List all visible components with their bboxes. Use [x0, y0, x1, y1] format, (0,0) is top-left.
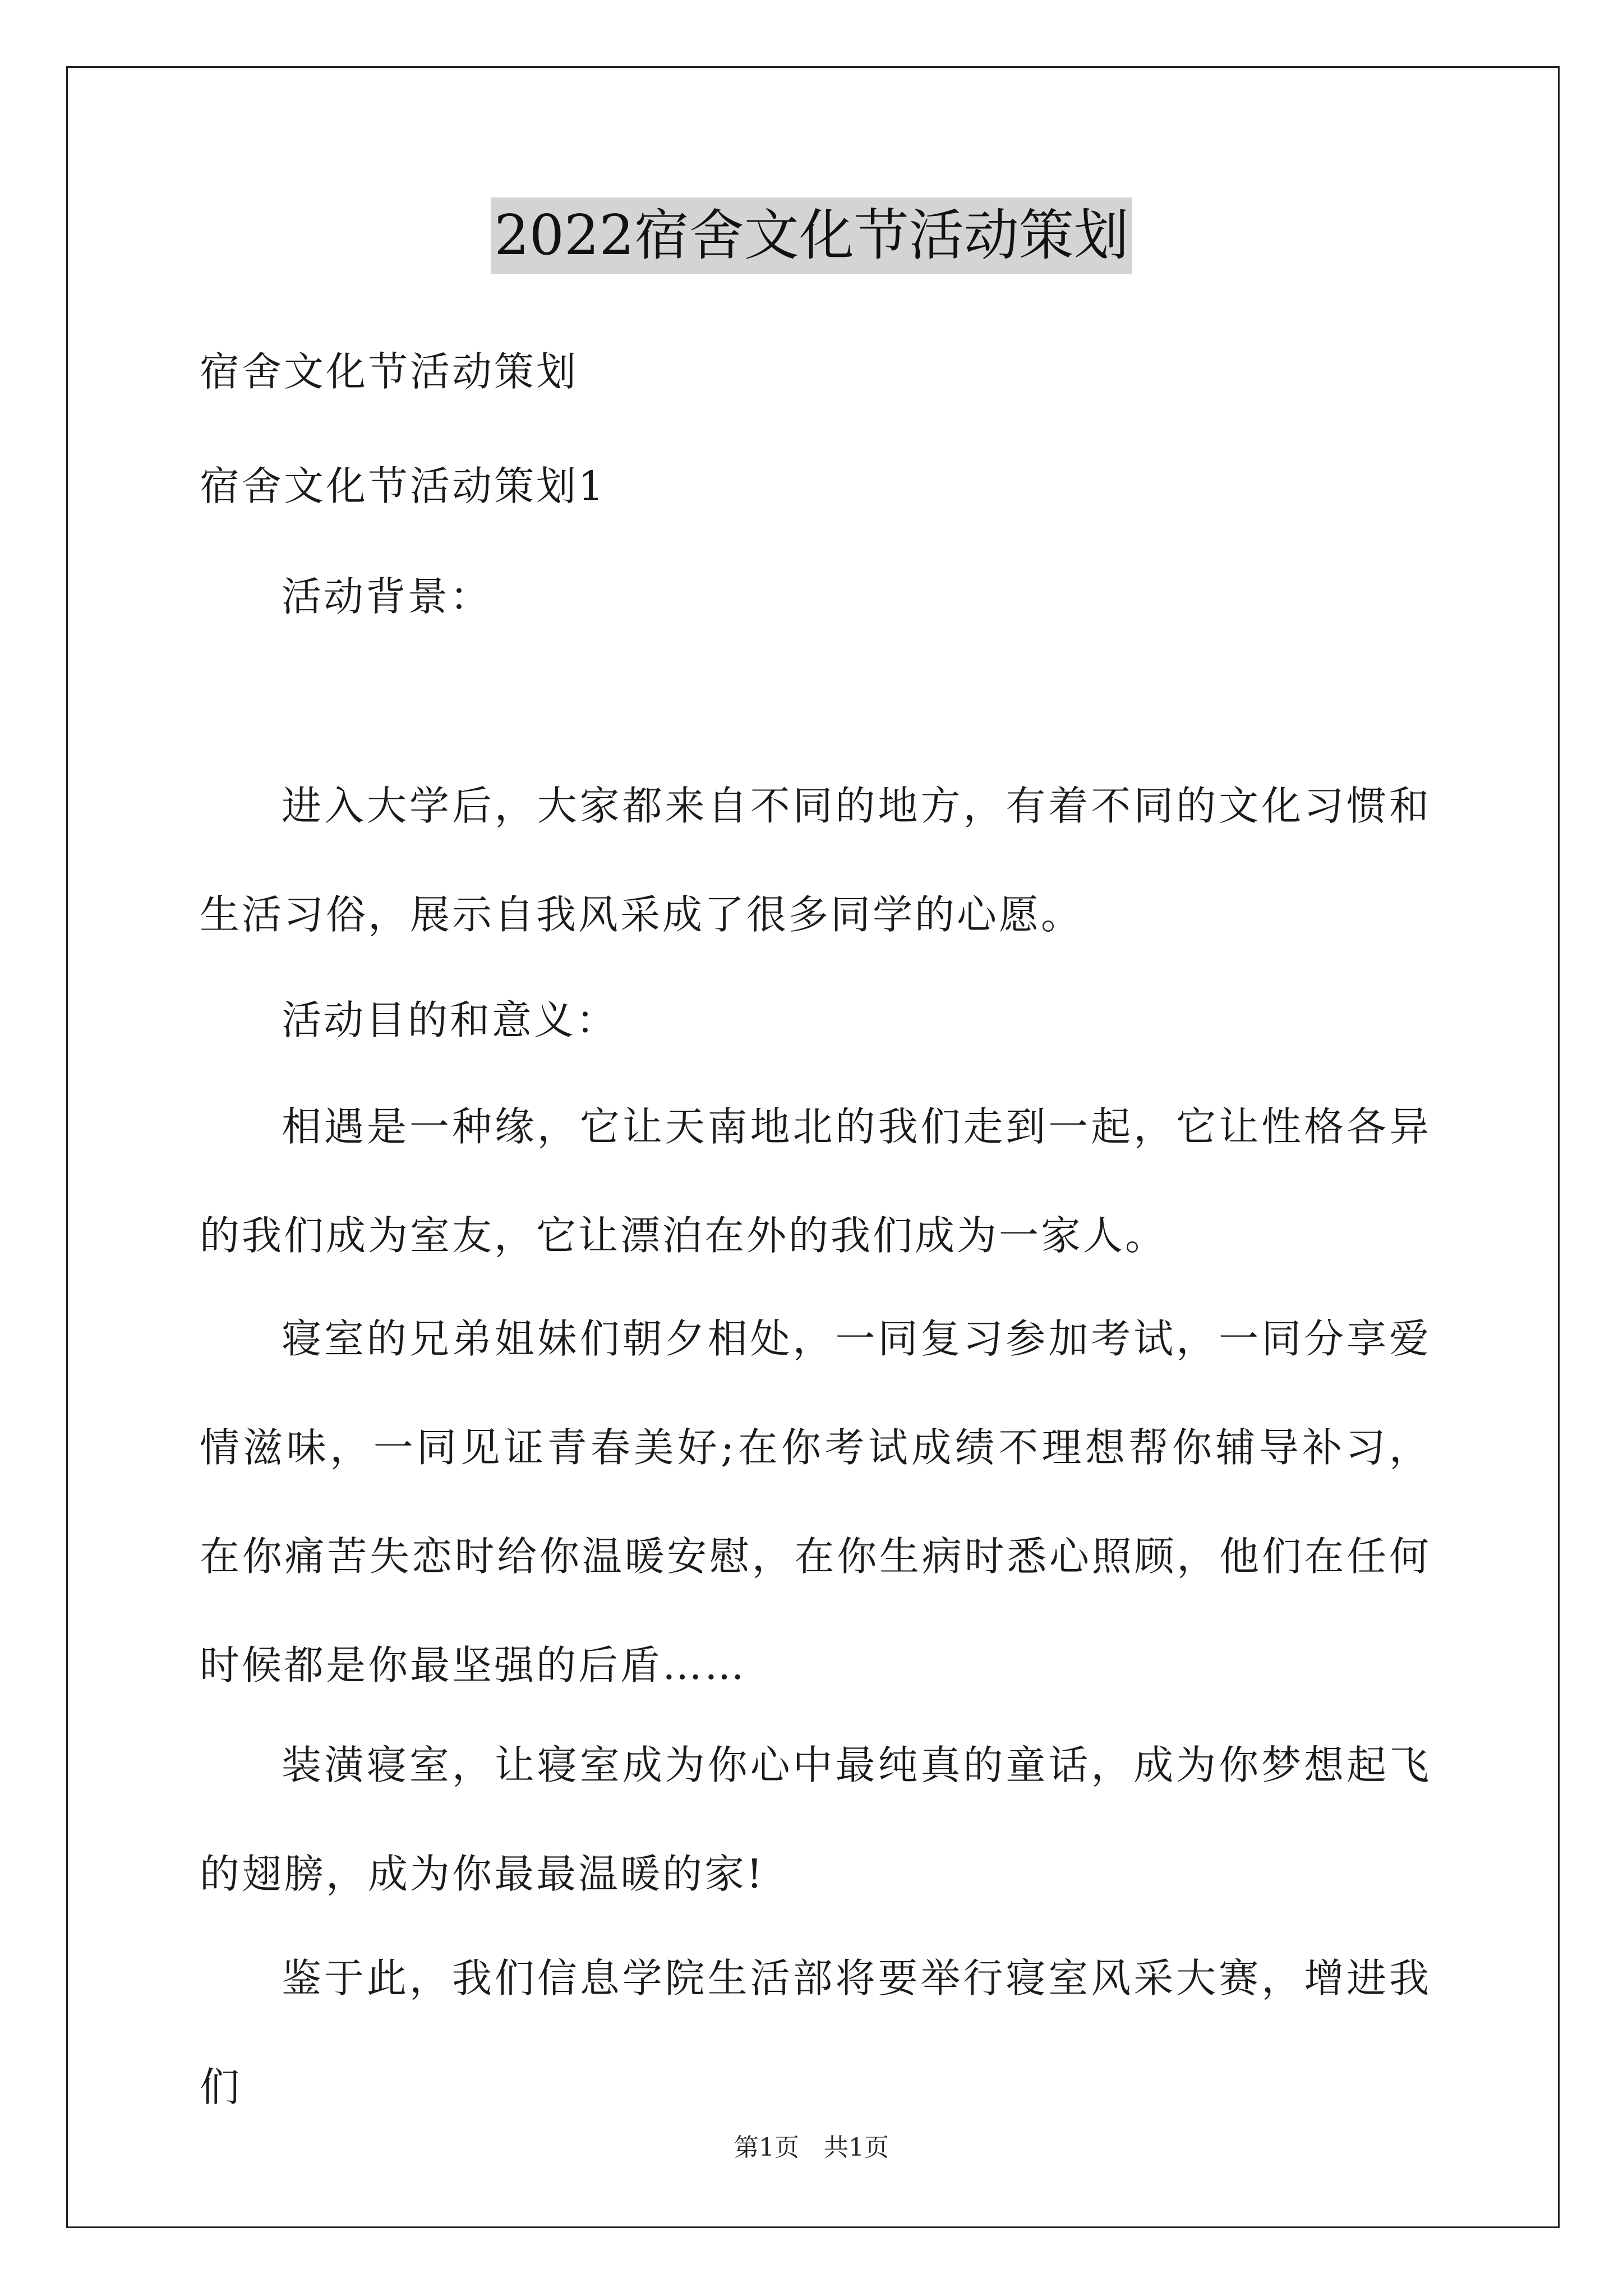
heading-2: 宿舍文化节活动策划1 — [200, 463, 606, 509]
paragraph-dorm-life: 寝室的兄弟姐妹们朝夕相处，一同复习参加考试，一同分享爱情滋味，一同见证青春美好;在你考试成绩不理想帮你辅导补习，在你痛苦失恋时给你温暖安慰，在你生病时悉心照顾，他们在任何时候都是你最坚强的后盾…… — [200, 1315, 1431, 1688]
paragraph-background-label: 活动背景： — [282, 573, 492, 620]
document-title-wrap — [0, 197, 1623, 274]
paragraph-purpose: 相遇是一种缘，它让天南地北的我们走到一起，它让性格各异的我们成为室友，它让漂泊在外的我们成为一家人。 — [200, 1103, 1431, 1259]
document-title: 2022宿舍文化节活动策划 — [491, 197, 1132, 274]
page-footer: 第1页 共1页 — [734, 2133, 889, 2162]
paragraph-decorate: 装潢寝室，让寝室成为你心中最纯真的童话，成为你梦想起飞的翅膀，成为你最最温暖的家! — [200, 1742, 1431, 1897]
heading-1: 宿舍文化节活动策划 — [200, 348, 579, 395]
paragraph-conclusion: 鉴于此，我们信息学院生活部将要举行寝室风采大赛，增进我们 — [200, 1955, 1431, 2110]
paragraph-background: 进入大学后，大家都来自不同的地方，有着不同的文化习惯和生活习俗，展示自我风采成了很多同学的心愿。 — [200, 783, 1431, 938]
paragraph-purpose-label: 活动目的和意义： — [282, 997, 619, 1043]
